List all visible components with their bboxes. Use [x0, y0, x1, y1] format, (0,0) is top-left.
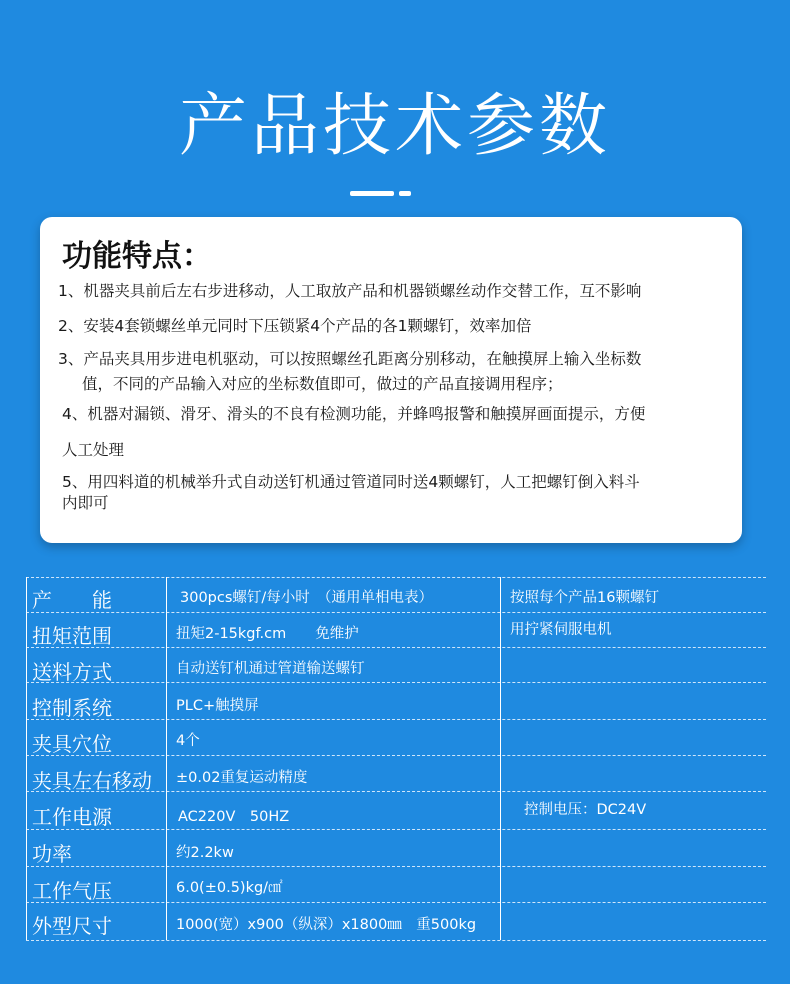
- spec-note-power-supply: 控制电压：DC24V: [524, 802, 647, 818]
- spec-value-capacity: 300pcs螺钉/每小时 （通用单相电表）: [180, 590, 434, 606]
- spec-value-control: PLC+触摸屏: [176, 698, 259, 714]
- feature-item-1: 1、机器夹具前后左右步进移动，人工取放产品和机器锁螺丝动作交替工作，互不影响: [58, 282, 642, 300]
- features-card: [40, 217, 742, 543]
- feature-item-5: 5、用四料道的机械举升式自动送钉机通过管道同时送4颗螺钉，人工把螺钉倒入料斗: [62, 473, 640, 491]
- page-title: 产品技术参数: [178, 87, 611, 166]
- table-rule: [26, 577, 766, 578]
- spec-value-dimensions: 1000(宽）x900（纵深）x1800㎜ 重500kg: [176, 917, 477, 933]
- feature-item-4-cont: 人工处理: [62, 441, 125, 459]
- table-rule: [26, 755, 766, 756]
- spec-label-feeding: 送料方式: [32, 660, 112, 684]
- spec-label-fixture-slots: 夹具穴位: [32, 732, 112, 756]
- spec-label-capacity: 产 能: [32, 588, 112, 612]
- spec-label-dimensions: 外型尺寸: [32, 914, 112, 938]
- table-rule: [26, 719, 766, 720]
- spec-value-power: 约2.2kw: [176, 845, 234, 861]
- table-col-rule: [500, 577, 501, 940]
- spec-value-power-supply: AC220V 50HZ: [178, 809, 290, 825]
- spec-value-air-pressure: 6.0(±0.5)kg/㎠: [176, 880, 283, 896]
- table-rule: [26, 902, 766, 903]
- table-rule: [26, 612, 766, 613]
- spec-note-capacity: 按照每个产品16颗螺钉: [510, 590, 659, 606]
- spec-label-control: 控制系统: [32, 696, 112, 720]
- feature-item-3-cont: 值，不同的产品输入对应的坐标数值即可，做过的产品直接调用程序；: [82, 375, 563, 393]
- table-rule: [26, 682, 766, 683]
- spec-value-fixture-slots: 4个: [176, 733, 200, 749]
- spec-label-power: 功率: [32, 842, 72, 866]
- feature-item-5-cont: 内即可: [62, 494, 109, 512]
- table-rule: [26, 940, 766, 941]
- spec-label-power-supply: 工作电源: [32, 805, 112, 829]
- spec-note-torque: 用拧紧伺服电机: [510, 622, 612, 638]
- spec-label-torque: 扭矩范围: [32, 624, 112, 648]
- feature-item-3: 3、产品夹具用步进电机驱动，可以按照螺丝孔距离分别移动，在触摸屏上输入坐标数: [58, 350, 642, 368]
- spec-value-fixture-move: ±0.02重复运动精度: [176, 770, 308, 786]
- table-col-rule: [26, 577, 27, 940]
- features-heading: 功能特点：: [62, 239, 212, 274]
- spec-value-feeding: 自动送钉机通过管道输送螺钉: [176, 661, 365, 677]
- feature-item-4: 4、机器对漏锁、滑牙、滑头的不良有检测功能，并蜂鸣报警和触摸屏画面提示，方便: [62, 405, 646, 423]
- table-col-rule: [166, 577, 167, 940]
- spec-label-fixture-move: 夹具左右移动: [32, 769, 152, 793]
- table-rule: [26, 829, 766, 830]
- title-divider: [350, 191, 394, 196]
- feature-item-2: 2、安装4套锁螺丝单元同时下压锁紧4个产品的各1颗螺钉，效率加倍: [58, 317, 532, 335]
- spec-value-torque: 扭矩2-15kgf.cm 免维护: [176, 626, 359, 642]
- spec-label-air-pressure: 工作气压: [32, 879, 112, 903]
- table-rule: [26, 866, 766, 867]
- title-divider-dot: [399, 191, 411, 196]
- table-rule: [26, 647, 766, 648]
